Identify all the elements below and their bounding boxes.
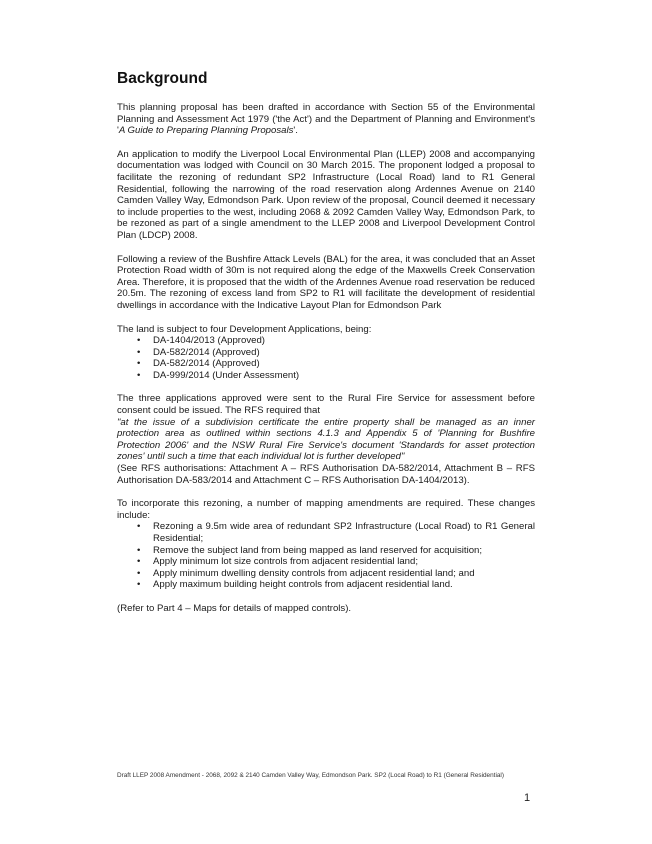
paragraph-application: An application to modify the Liverpool Local Environmental Plan (LLEP) 2008 and accompanying documentation was lodged with Council on 30 March 2015. The proponent lodged a proposal to facilitate the rezoning of redundant SP2 Infrastructure (Local Road) land to R1 General Residential, following the narrowing of the road reservation along Ardennes Avenue on 2140 Camden Valley Way, Edmondson Park. Upon review of the proposal, Council deemed it necessary to include properties to the west, including 2068 & 2092 Camden Valley Way, Edmondson Park, to be rezoned as part of a single amendment to the LLEP 2008 and Liverpool Development Control Plan (LDCP) 2008. — [117, 148, 535, 241]
page-number: 1 — [524, 792, 531, 804]
changes-list-item: • Rezoning a 9.5m wide area of redundant SP2 Infrastructure (Local Road) to R1 General Residential; — [137, 521, 535, 544]
bullet-icon: • — [137, 369, 141, 381]
paragraph-intro — [117, 102, 535, 137]
paragraph-intro-text-b: '. — [293, 125, 298, 137]
changes-list-item: • Remove the subject land from being mapped as land reserved for acquisition; — [137, 544, 483, 556]
changes-list — [117, 521, 535, 591]
bullet-icon: • — [137, 521, 141, 533]
bullet-icon: • — [137, 335, 141, 347]
bullet-icon: • — [137, 556, 141, 568]
bullet-icon: • — [137, 567, 141, 579]
changes-list-item: • Apply minimum lot size controls from adjacent residential land; — [137, 556, 419, 568]
changes-list-item: • Apply maximum building height controls from adjacent residential land. — [137, 579, 453, 591]
paragraph-intro-text-a: This planning proposal has been drafted in accordance with Section 55 of the Environmental Planning and Assessment Act 1979 ('the Act') and the Department of Planning and Environment's ' — [117, 102, 535, 137]
bullet-icon: • — [137, 346, 141, 358]
bullet-icon: • — [137, 544, 141, 556]
da-list-item: • DA-582/2014 (Approved) — [137, 346, 260, 358]
paragraph-mapping-amendments: To incorporate this rezoning, a number of mapping amendments are required. These changes include: — [117, 498, 535, 521]
paragraph-bushfire-review: Following a review of the Bushfire Attack Levels (BAL) for the area, it was concluded that an Asset Protection Road width of 30m is not required along the edge of the Maxwells Creek Conservation Area. Therefore, it is proposed that the width of the Ardennes Avenue road reservation be reduced 20.5m. The rezoning of excess land from SP2 to R1 will facilitate the development of residential dwellings in accordance with the Indicative Layout Plan for Edmondson Park — [117, 253, 535, 311]
paragraph-refer-maps: (Refer to Part 4 – Maps for details of mapped controls). — [117, 602, 352, 614]
da-list-item: • DA-1404/2013 (Approved) — [137, 335, 265, 347]
da-list-item: • DA-582/2014 (Approved) — [137, 358, 260, 370]
document-page — [117, 70, 535, 627]
paragraph-development-applications: The land is subject to four Development Applications, being: — [117, 323, 372, 335]
bullet-icon: • — [137, 358, 141, 370]
da-list — [117, 335, 535, 381]
changes-list-item: • Apply minimum dwelling density controls from adjacent residential land; and — [137, 567, 475, 579]
rfs-intro: The three applications approved were sent to the Rural Fire Service for assessment before consent could be issued. The RFS required that — [117, 393, 535, 417]
paragraph-rfs — [117, 393, 535, 486]
rfs-attachments: (See RFS authorisations: Attachment A – RFS Authorisation DA-582/2014, Attachment B – RFS Authorisation DA-583/2014 and Attachment C – RFS Authorisation DA-1404/2013). — [117, 463, 535, 486]
page-footer: Draft LLEP 2008 Amendment - 2068, 2092 & 2140 Camden Valley Way, Edmondson Park. SP2 (Local Road) to R1 (General Residential) — [117, 772, 504, 779]
bullet-icon: • — [137, 579, 141, 591]
guide-title-italic: A Guide to Preparing Planning Proposals — [118, 125, 294, 137]
da-list-item: • DA-999/2014 (Under Assessment) — [137, 369, 300, 381]
rfs-quote: "at the issue of a subdivision certificate the entire property shall be managed as an inner protection area as outlined within sections 4.1.3 and Appendix 5 of 'Planning for Bushfire Protection 2006' and the NSW Rural Fire Service's document 'Standards for asset protection zones' until such a time that each individual lot is further developed" — [117, 416, 535, 463]
section-heading: Background — [117, 70, 208, 87]
